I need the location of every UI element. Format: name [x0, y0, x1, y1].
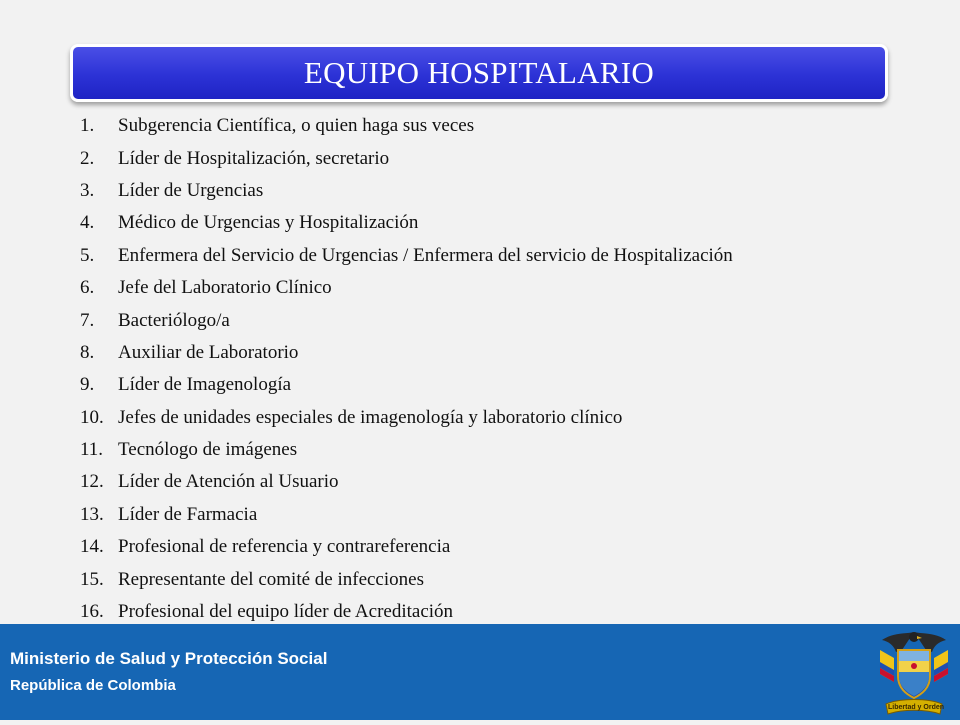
list-item — [80, 369, 940, 401]
list-item-number: 1. — [80, 115, 95, 137]
list-item-number: 14. — [80, 536, 104, 558]
list-item-number: 12. — [80, 471, 104, 493]
list-item-number: 15. — [80, 568, 104, 590]
list-item-text: Líder de Imagenología — [118, 374, 292, 396]
list-item — [80, 563, 940, 595]
footer-bar — [0, 624, 960, 720]
list-item-text: Bacteriólogo/a — [118, 309, 230, 331]
list-item-text: Médico de Urgencias y Hospitalización — [118, 212, 419, 234]
title-banner — [70, 44, 888, 102]
list-item — [80, 110, 940, 142]
slide-title: EQUIPO HOSPITALARIO — [303, 55, 655, 90]
team-member-list — [80, 110, 940, 628]
list-item — [80, 402, 940, 434]
list-item-number: 4. — [80, 212, 95, 234]
list-item — [80, 531, 940, 563]
list-item-number: 5. — [80, 244, 95, 266]
list-item — [80, 240, 940, 272]
list-item-text: Jefes de unidades especiales de imagenología y laboratorio clínico — [118, 406, 623, 428]
list-item — [80, 304, 940, 336]
list-item — [80, 272, 940, 304]
list-item — [80, 434, 940, 466]
list-item-number: 7. — [80, 309, 95, 331]
list-item-number: 13. — [80, 503, 104, 525]
list-item-text: Líder de Hospitalización, secretario — [118, 147, 390, 169]
list-item-number: 10. — [80, 406, 104, 428]
list-item-text: Líder de Atención al Usuario — [118, 471, 339, 493]
list-item-text: Profesional del equipo líder de Acreditación — [118, 601, 454, 623]
ministry-name: Ministerio de Salud y Protección Social — [10, 649, 328, 668]
list-item-text: Líder de Urgencias — [118, 179, 264, 201]
list-item-text: Tecnólogo de imágenes — [118, 439, 298, 461]
list-item — [80, 499, 940, 531]
list-item-number: 3. — [80, 179, 95, 201]
list-item-text: Subgerencia Científica, o quien haga sus veces — [118, 115, 475, 137]
list-item-text: Enfermera del Servicio de Urgencias / Enfermera del servicio de Hospitalización — [118, 244, 733, 266]
list-item — [80, 337, 940, 369]
list-item-text: Jefe del Laboratorio Clínico — [118, 277, 332, 299]
list-item-number: 9. — [80, 374, 95, 396]
country-name: República de Colombia — [10, 677, 176, 694]
list-item-text: Representante del comité de infecciones — [118, 568, 424, 590]
list-item — [80, 466, 940, 498]
list-item — [80, 207, 940, 239]
list-item-text: Auxiliar de Laboratorio — [118, 341, 299, 363]
list-item-number: 2. — [80, 147, 95, 169]
list-item-number: 6. — [80, 277, 95, 299]
list-item — [80, 142, 940, 174]
colombia-coat-of-arms-icon — [872, 628, 956, 720]
list-item — [80, 175, 940, 207]
list-item-text: Profesional de referencia y contrareferencia — [118, 536, 451, 558]
list-item-number: 11. — [80, 439, 104, 461]
list-item-number: 8. — [80, 341, 95, 363]
list-item-text: Líder de Farmacia — [118, 503, 258, 525]
list-item-number: 16. — [80, 601, 104, 623]
coat-of-arms-motto: Libertad y Orden — [888, 704, 945, 711]
